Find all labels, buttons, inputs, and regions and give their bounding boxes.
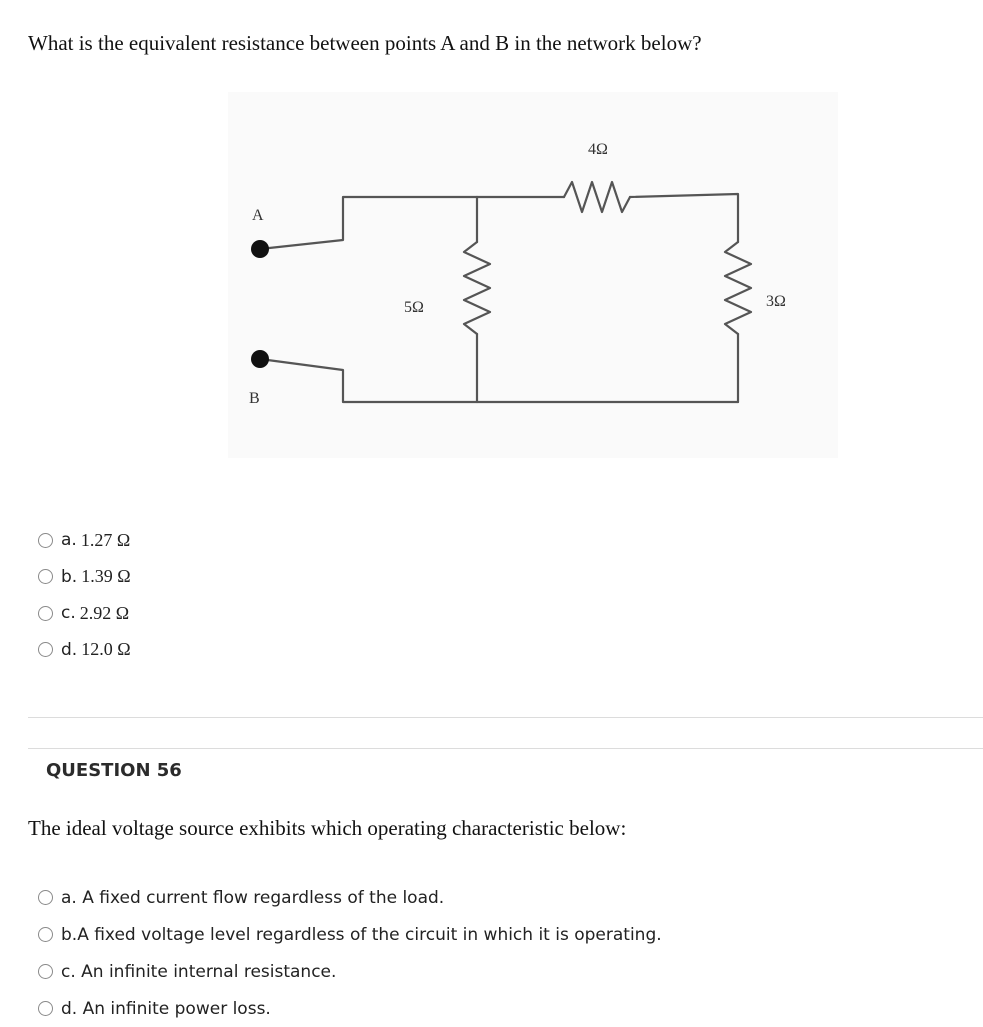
label-r-mid: 5Ω bbox=[404, 299, 424, 316]
circuit-diagram bbox=[228, 92, 838, 458]
divider bbox=[28, 717, 983, 718]
radio-circle-icon[interactable] bbox=[38, 533, 53, 548]
option-b[interactable] bbox=[38, 559, 131, 596]
option-value: 2.92 Ω bbox=[79, 602, 130, 623]
label-b: B bbox=[249, 390, 260, 407]
radio-circle-icon[interactable] bbox=[38, 606, 53, 621]
radio-circle-icon[interactable] bbox=[38, 890, 53, 905]
label-a: A bbox=[252, 207, 264, 224]
option-d[interactable] bbox=[38, 990, 662, 1027]
terminal-b bbox=[251, 350, 269, 368]
option-d[interactable] bbox=[38, 632, 131, 669]
option-text: d. An infinite power loss. bbox=[61, 998, 271, 1019]
option-c[interactable] bbox=[38, 953, 662, 990]
option-letter: c. bbox=[61, 603, 76, 624]
question-1-options bbox=[38, 522, 131, 668]
circuit-figure bbox=[228, 92, 838, 458]
radio-circle-icon[interactable] bbox=[38, 569, 53, 584]
terminal-a bbox=[251, 240, 269, 258]
question-header: QUESTION 56 bbox=[46, 760, 182, 781]
radio-circle-icon[interactable] bbox=[38, 964, 53, 979]
option-a[interactable] bbox=[38, 522, 131, 559]
radio-circle-icon[interactable] bbox=[38, 1001, 53, 1016]
option-text: a. A fixed current flow regardless of the load. bbox=[61, 887, 445, 908]
label-r-top: 4Ω bbox=[588, 141, 608, 158]
question-1-text: What is the equivalent resistance between points A and B in the network below? bbox=[28, 31, 702, 55]
radio-circle-icon[interactable] bbox=[38, 927, 53, 942]
label-r-right: 3Ω bbox=[766, 293, 786, 310]
radio-circle-icon[interactable] bbox=[38, 642, 53, 657]
question-2-options bbox=[38, 879, 662, 1027]
option-value: 12.0 Ω bbox=[81, 639, 131, 660]
option-letter: b. bbox=[61, 566, 78, 587]
option-c[interactable] bbox=[38, 595, 131, 632]
option-text: b.A fixed voltage level regardless of the circuit in which it is operating. bbox=[61, 924, 662, 945]
question-2-text: The ideal voltage source exhibits which operating characteristic below: bbox=[28, 816, 627, 840]
option-b[interactable] bbox=[38, 916, 662, 953]
divider bbox=[28, 748, 983, 749]
option-value: 1.39 Ω bbox=[81, 566, 131, 587]
option-letter: d. bbox=[61, 639, 78, 660]
option-a[interactable] bbox=[38, 879, 662, 916]
option-text: c. An infinite internal resistance. bbox=[61, 961, 337, 982]
option-letter: a. bbox=[61, 530, 77, 551]
option-value: 1.27 Ω bbox=[80, 529, 131, 550]
